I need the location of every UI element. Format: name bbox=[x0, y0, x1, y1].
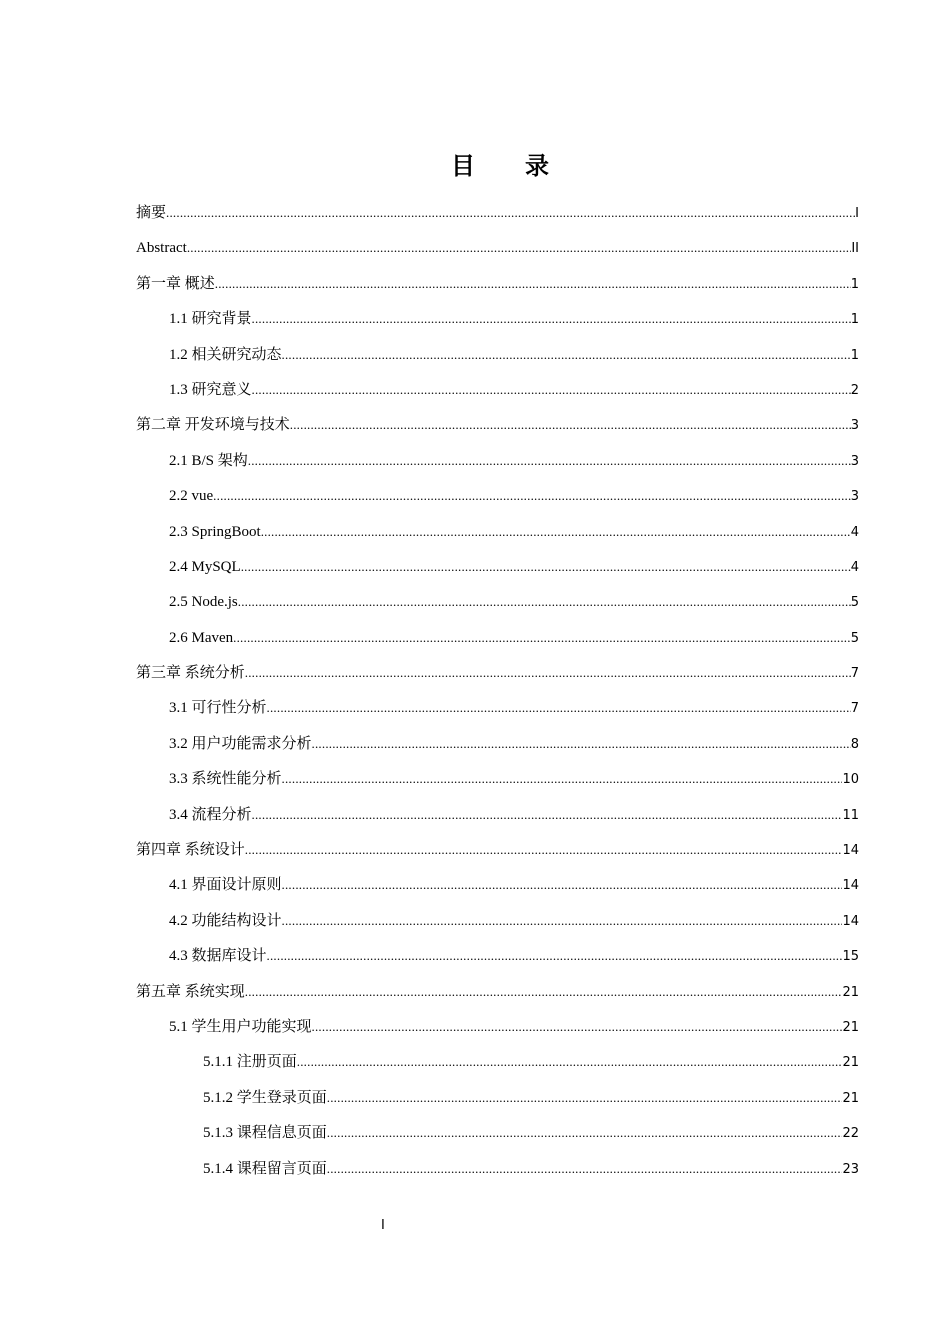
toc-leader-dots bbox=[248, 447, 851, 475]
toc-entry-label: 4.3 数据库设计 bbox=[169, 948, 267, 965]
toc-entry-label: 3.2 用户功能需求分析 bbox=[169, 735, 312, 752]
toc-entry[interactable] bbox=[136, 659, 859, 694]
toc-leader-dots bbox=[245, 659, 851, 687]
toc-leader-dots bbox=[297, 1048, 843, 1076]
toc-leader-dots bbox=[312, 730, 851, 758]
toc-entry-label: 1.2 相关研究动态 bbox=[169, 346, 282, 363]
toc-leader-dots bbox=[252, 376, 851, 404]
toc-leader-dots bbox=[312, 1013, 843, 1041]
toc-leader-dots bbox=[213, 482, 851, 510]
toc-entry-label: 摘要 bbox=[136, 205, 167, 221]
toc-entry-label: 3.4 流程分析 bbox=[169, 806, 252, 823]
toc-entry-label: 2.5 Node.js bbox=[169, 594, 238, 611]
toc-entry-page: 7 bbox=[850, 666, 859, 682]
toc-entry-label: 2.3 SpringBoot bbox=[169, 523, 261, 540]
toc-entry[interactable] bbox=[136, 518, 859, 553]
toc-leader-dots bbox=[252, 801, 843, 829]
toc-entry-page: 14 bbox=[842, 913, 859, 929]
toc-entry[interactable] bbox=[136, 907, 859, 942]
toc-entry[interactable] bbox=[136, 871, 859, 906]
toc-entry-label: 第一章 概述 bbox=[136, 275, 215, 292]
toc-entry-label: 第五章 系统实现 bbox=[136, 983, 245, 1000]
toc-leader-dots bbox=[282, 765, 843, 793]
toc-entry[interactable] bbox=[136, 730, 859, 765]
toc-entry-label: 5.1 学生用户功能实现 bbox=[169, 1018, 312, 1035]
toc-leader-dots bbox=[327, 1084, 843, 1112]
toc-entry-page: 23 bbox=[842, 1161, 859, 1177]
toc-entry[interactable] bbox=[136, 801, 859, 836]
toc-entry-page: 1 bbox=[850, 276, 859, 292]
toc-entry-label: 5.1.2 学生登录页面 bbox=[203, 1089, 327, 1106]
toc-entry-page: 4 bbox=[850, 524, 859, 540]
toc-entry-page: 21 bbox=[842, 984, 859, 1000]
toc-leader-dots bbox=[282, 871, 843, 899]
toc-entry[interactable] bbox=[136, 1013, 859, 1048]
toc-entry-label: 2.1 B/S 架构 bbox=[169, 452, 248, 469]
toc-entry-label: 第三章 系统分析 bbox=[136, 665, 245, 682]
toc-leader-dots bbox=[233, 624, 851, 652]
toc-entry-page: 1 bbox=[850, 347, 859, 363]
toc-entry-label: 4.1 界面设计原则 bbox=[169, 877, 282, 894]
toc-entry[interactable] bbox=[136, 1155, 859, 1190]
toc-entry-page: 22 bbox=[842, 1126, 859, 1142]
toc-entry-page: 5 bbox=[850, 595, 859, 611]
toc-leader-dots bbox=[267, 694, 851, 722]
toc-entry-page: 3 bbox=[850, 489, 859, 505]
table-of-contents bbox=[136, 199, 859, 1190]
toc-entry-page: 5 bbox=[850, 630, 859, 646]
toc-entry-label: 第四章 系统设计 bbox=[136, 842, 245, 859]
toc-entry-page: 3 bbox=[850, 418, 859, 434]
toc-title-char: 录 bbox=[525, 152, 549, 180]
toc-title bbox=[0, 146, 950, 181]
toc-entry-label: 3.1 可行性分析 bbox=[169, 700, 267, 717]
page-number: I bbox=[381, 1218, 385, 1233]
toc-entry[interactable] bbox=[136, 305, 859, 340]
toc-entry-page: 11 bbox=[842, 807, 859, 823]
toc-entry-page: 3 bbox=[850, 453, 859, 469]
toc-leader-dots bbox=[267, 942, 843, 970]
toc-entry[interactable] bbox=[136, 553, 859, 588]
toc-entry-page: 2 bbox=[850, 382, 859, 398]
toc-leader-dots bbox=[187, 234, 852, 262]
toc-entry-label: 2.4 MySQL bbox=[169, 558, 241, 575]
toc-entry[interactable] bbox=[136, 411, 859, 446]
toc-entry-label: 4.2 功能结构设计 bbox=[169, 912, 282, 929]
toc-entry[interactable] bbox=[136, 482, 859, 517]
toc-entry-page: 1 bbox=[850, 312, 859, 328]
toc-entry-page: 7 bbox=[850, 701, 859, 717]
toc-entry-label: 1.1 研究背景 bbox=[169, 311, 252, 328]
toc-entry-page: 4 bbox=[850, 559, 859, 575]
toc-entry[interactable] bbox=[136, 836, 859, 871]
toc-entry[interactable] bbox=[136, 199, 859, 234]
toc-entry-label: Abstract bbox=[136, 240, 187, 257]
toc-entry[interactable] bbox=[136, 1084, 859, 1119]
toc-entry[interactable] bbox=[136, 1048, 859, 1083]
toc-leader-dots bbox=[245, 978, 843, 1006]
toc-entry-label: 5.1.1 注册页面 bbox=[203, 1054, 297, 1071]
toc-entry-page: I bbox=[855, 206, 859, 221]
toc-entry[interactable] bbox=[136, 341, 859, 376]
toc-entry-page: 21 bbox=[842, 1055, 859, 1071]
toc-entry[interactable] bbox=[136, 588, 859, 623]
toc-entry-label: 第二章 开发环境与技术 bbox=[136, 417, 290, 434]
toc-entry[interactable] bbox=[136, 978, 859, 1013]
toc-leader-dots bbox=[282, 341, 851, 369]
toc-leader-dots bbox=[238, 588, 851, 616]
toc-leader-dots bbox=[327, 1155, 843, 1183]
toc-title-char: 目 bbox=[451, 152, 475, 180]
toc-entry-page: 21 bbox=[842, 1090, 859, 1106]
toc-entry-label: 5.1.4 课程留言页面 bbox=[203, 1160, 327, 1177]
toc-entry-label: 5.1.3 课程信息页面 bbox=[203, 1125, 327, 1142]
toc-entry-page: 21 bbox=[842, 1019, 859, 1035]
toc-entry-label: 2.2 vue bbox=[169, 488, 214, 505]
toc-entry-page: 15 bbox=[842, 949, 859, 965]
toc-entry-label: 3.3 系统性能分析 bbox=[169, 771, 282, 788]
toc-entry[interactable] bbox=[136, 624, 859, 659]
toc-entry[interactable] bbox=[136, 447, 859, 482]
toc-entry[interactable] bbox=[136, 234, 859, 269]
toc-leader-dots bbox=[261, 518, 851, 546]
toc-entry[interactable] bbox=[136, 1119, 859, 1154]
toc-entry-page: II bbox=[851, 241, 859, 257]
toc-leader-dots bbox=[290, 411, 851, 439]
toc-entry-page: 14 bbox=[842, 878, 859, 894]
toc-entry-page: 8 bbox=[850, 736, 859, 752]
toc-entry-page: 10 bbox=[842, 772, 859, 788]
toc-leader-dots bbox=[245, 836, 843, 864]
toc-leader-dots bbox=[241, 553, 851, 581]
toc-entry-label: 2.6 Maven bbox=[169, 629, 234, 646]
toc-entry[interactable] bbox=[136, 376, 859, 411]
toc-leader-dots bbox=[282, 907, 843, 935]
toc-entry[interactable] bbox=[136, 694, 859, 729]
toc-entry-label: 1.3 研究意义 bbox=[169, 381, 252, 398]
toc-leader-dots bbox=[166, 199, 855, 227]
toc-entry[interactable] bbox=[136, 942, 859, 977]
toc-entry[interactable] bbox=[136, 270, 859, 305]
toc-entry-page: 14 bbox=[842, 843, 859, 859]
toc-leader-dots bbox=[327, 1119, 843, 1147]
toc-entry[interactable] bbox=[136, 765, 859, 800]
toc-leader-dots bbox=[252, 305, 851, 333]
toc-leader-dots bbox=[215, 270, 851, 298]
